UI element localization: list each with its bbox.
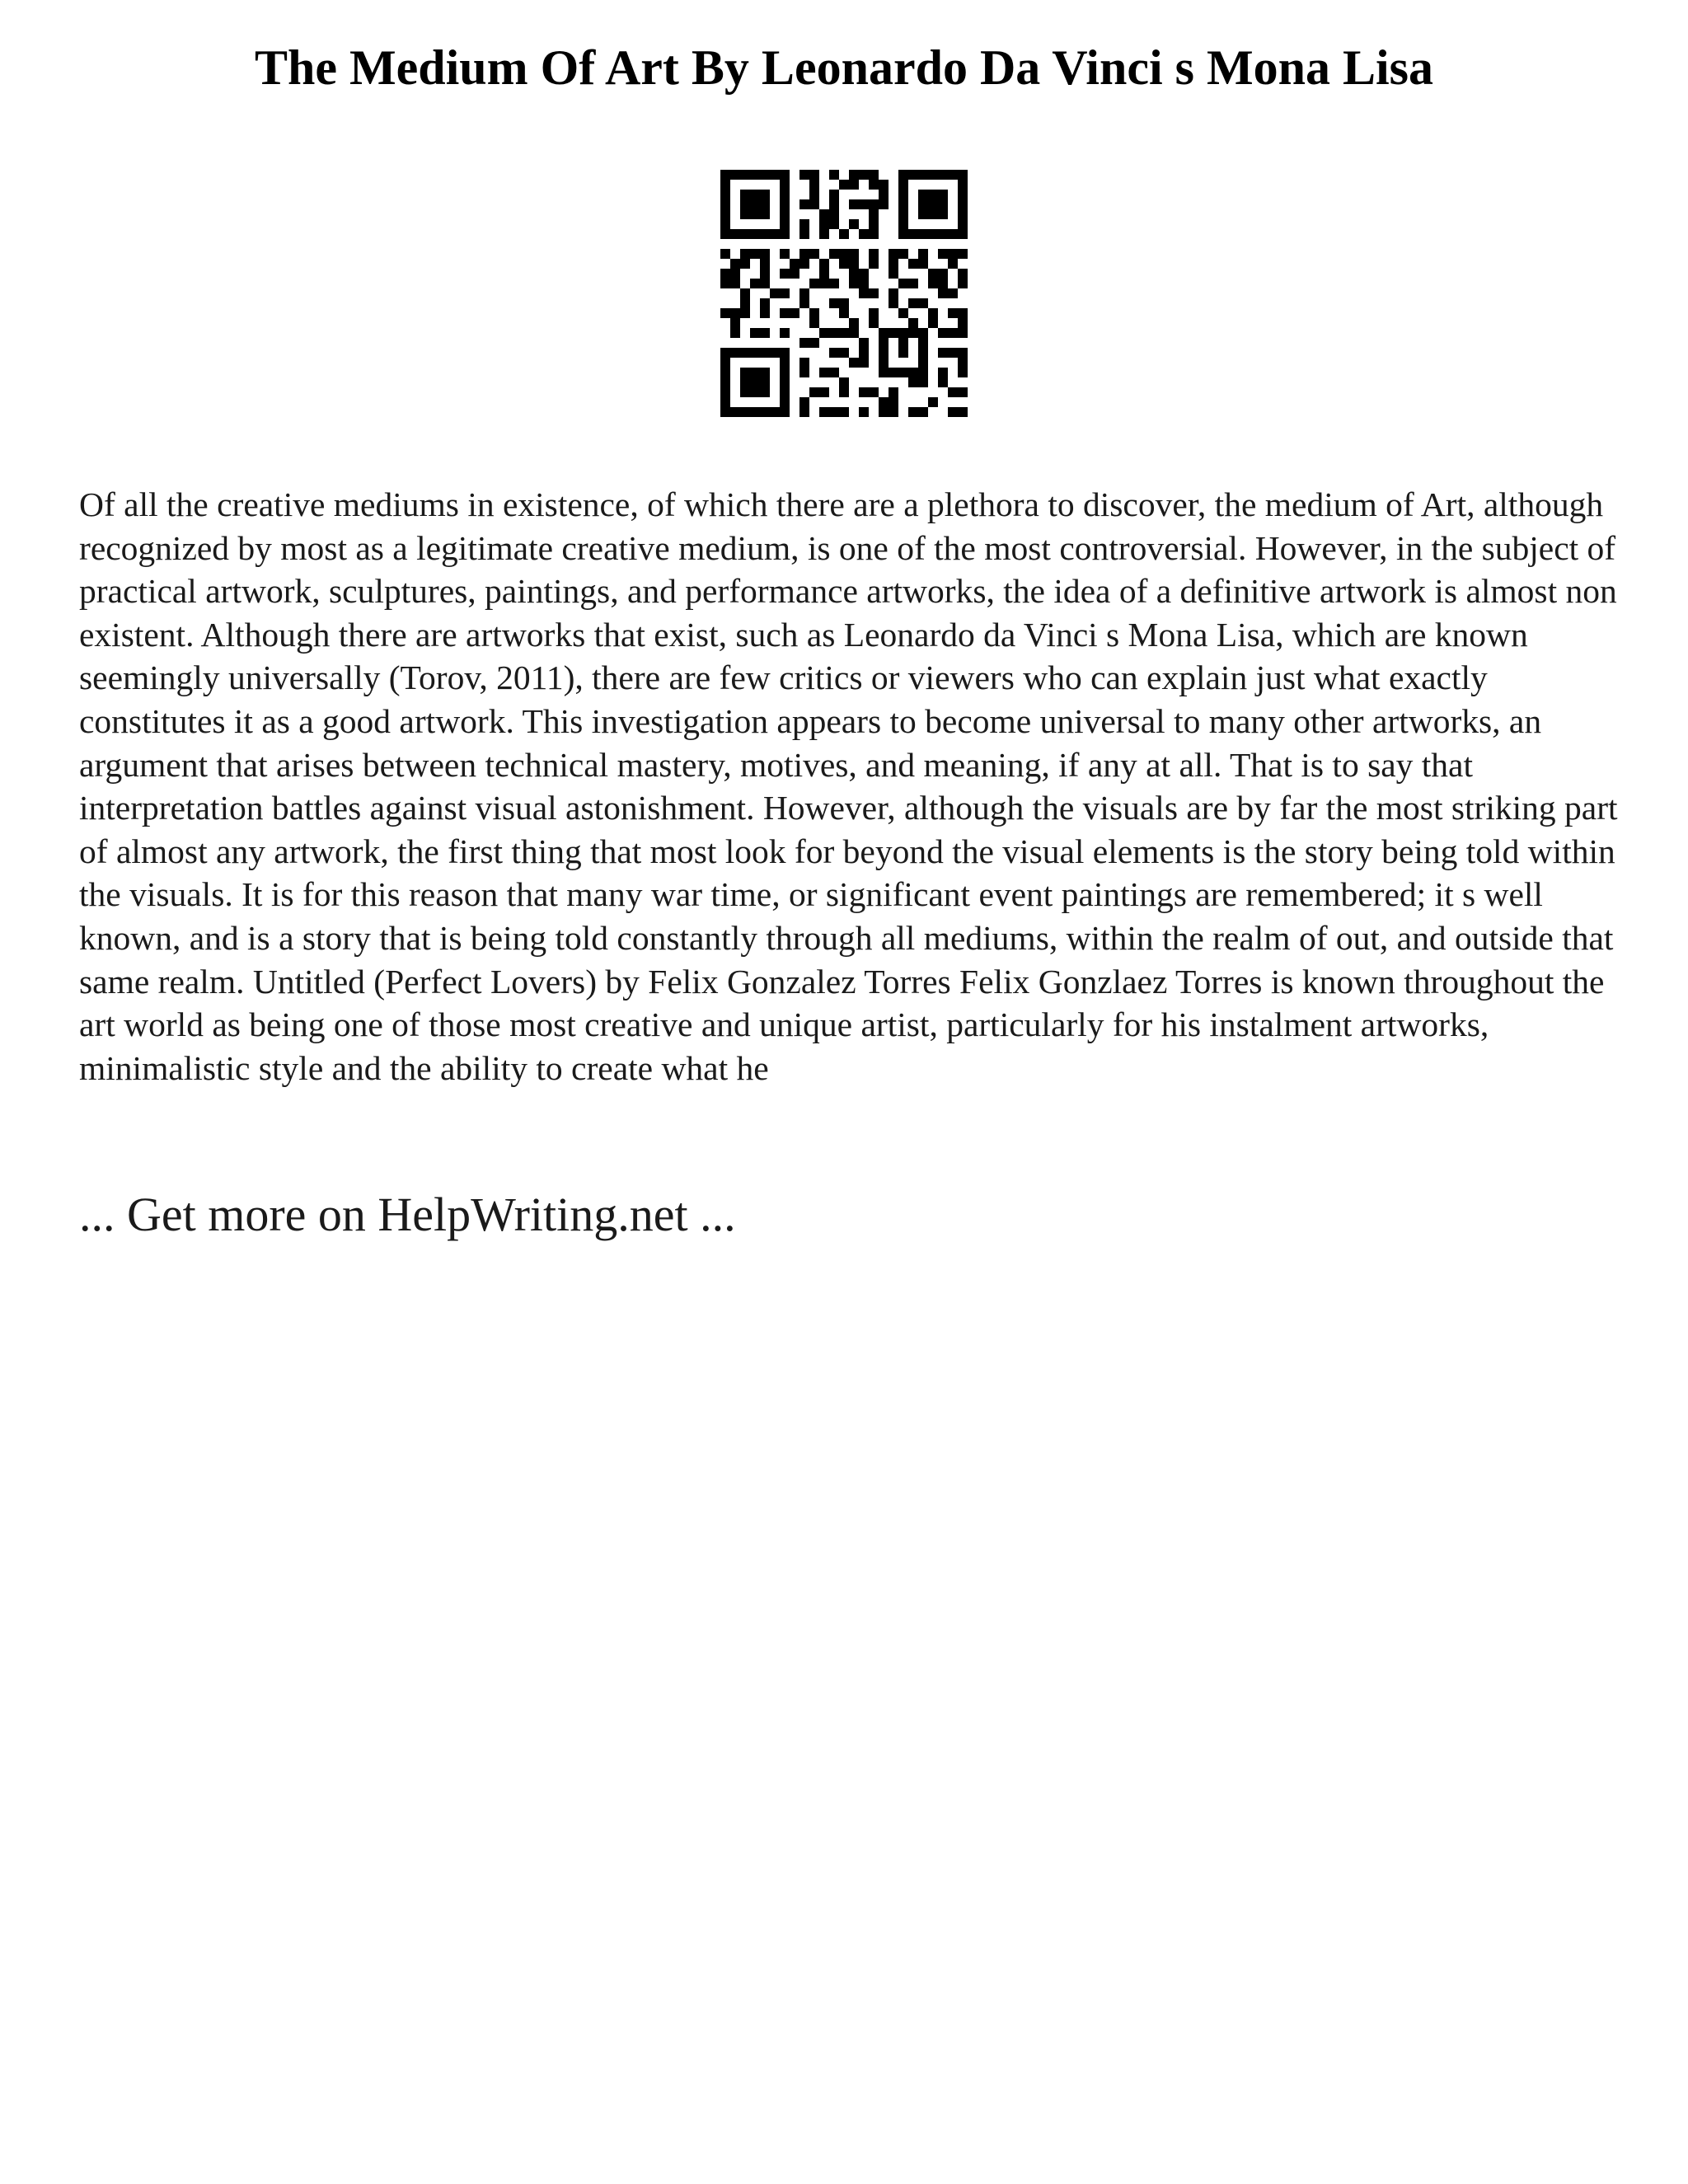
qr-code-graphic [720,170,968,417]
document-title: The Medium Of Art By Leonardo Da Vinci s Mona Lisa [254,40,1434,95]
document-body: Of all the creative mediums in existence, of which there are a plethora to discover, the medium of Art, although recognized by most as a legitimate creative medium, is one of the most controversial. However, in the subject of practical artwork, sculptures, paintings, and performance artworks, the idea of a definitive artwork is almost non existent. Although there are artworks that exist, such as Leonardo da Vinci s Mona Lisa, which are known seemingly universally (Torov, 2011), there are few critics or viewers who can explain just what exactly constitutes it as a good artwork. This investigation appears to become universal to many other artworks, an argument that arises between technical mastery, motives, and meaning, if any at all. That is to say that interpretation battles against visual astonishment. However, although the visuals are by far the most striking part of almost any artwork, the first thing that most look for beyond the visual elements is the story being told within the visuals. It is for this reason that many war time, or significant event paintings are remembered; it s well known, and is a story that is being told constantly through all mediums, within the realm of out, and outside that same realm. Untitled (Perfect Lovers) by Felix Gonzalez Torres Felix Gonzlaez Torres is known throughout the art world as being one of those most creative and unique artist, particularly for his instalment artworks, minimalistic style and the ability to create what he [79,485,1618,1087]
qr-code-icon [720,170,968,417]
get-more-link[interactable]: ... Get more on HelpWriting.net ... [79,1188,736,1241]
